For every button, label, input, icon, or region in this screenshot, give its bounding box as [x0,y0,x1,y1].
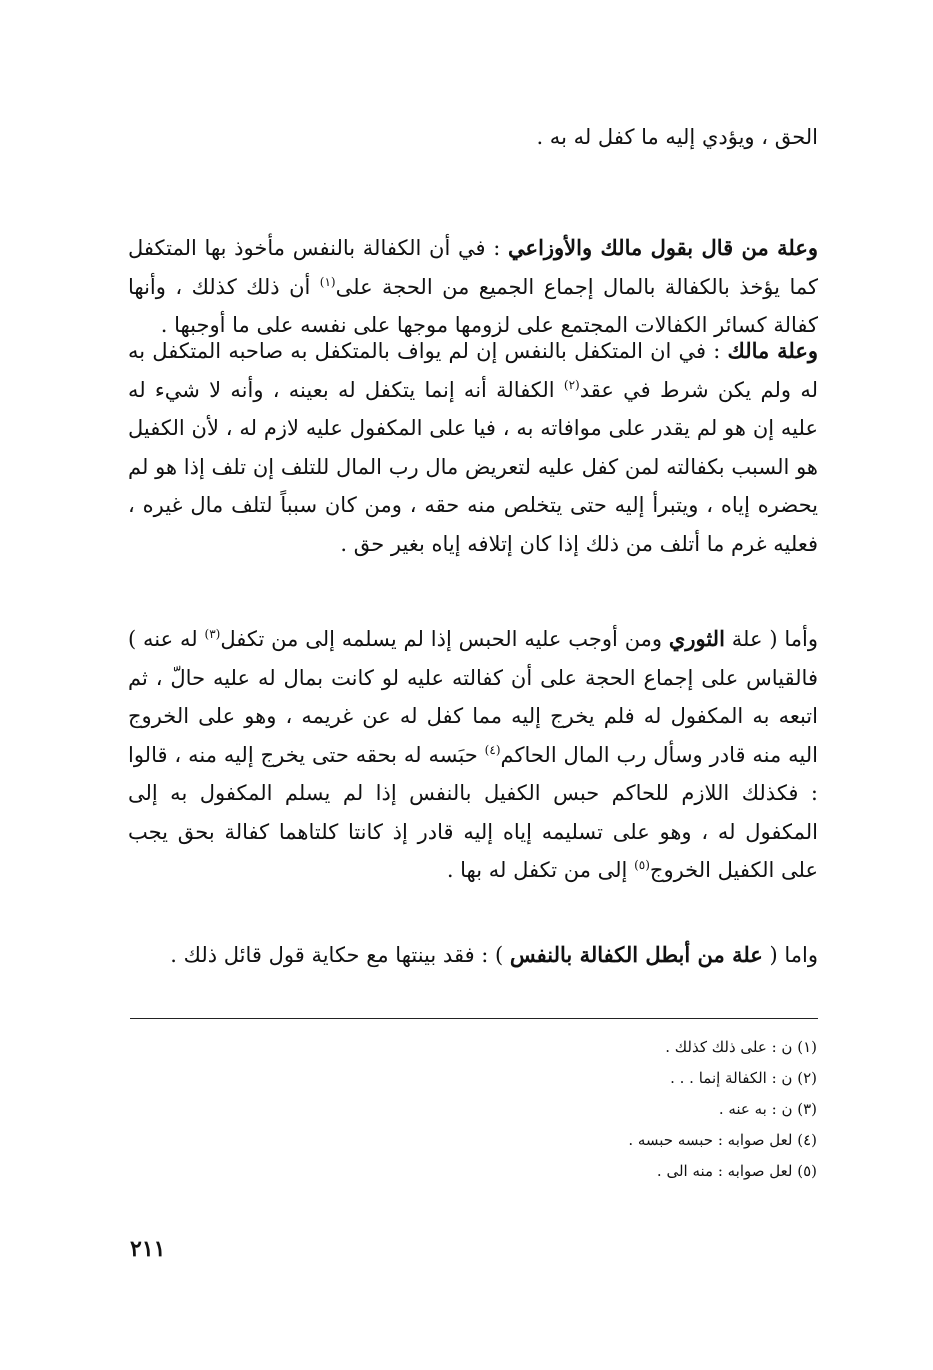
paragraph-1-line: الحق ، ويؤدي إليه ما كفل له به . [536,125,818,149]
footnote-ref-1: (١) [319,274,336,289]
footnote-1: (١) ن : على ذلك كذلك . [665,1038,817,1056]
paragraph-2-text: : في أن الكفالة بالنفس مأخوذ بها المتكفل كما يؤخذ بالكفالة بالمال إجماع الجميع من الحجة على [128,236,818,299]
paragraph-4-lead: الثوري [668,626,725,651]
paragraph-4-text-after-2: حبَسه له بحقه حتى يخرج إليه منه ، قالوا : فكذلك اللازم للحاكم حبس الكفيل بالنفس إذا لم يسلم المكفول به إلى المكفول له ، وهو على تسليمه إياه إليه قادر إذ كانتا كلتاهما كفالة بحق يجب على الكفيل الخروج [128,742,818,882]
paragraph-3-text-after: الكفالة أنه إنما يتكفل له بعينه ، وأنه لا شيء له عليه إن هو لم يقدر على موافاته به ، فيا على المكفول عليه لازم له ، لأن الكفيل هو السبب بكفالته لمن كفل عليه لتعريض مال رب المال للتلف إن تلف إذا هو لم يحضره إياه ، ويتبرأ إليه حتى يتخلص منه حقه ، ومن كان سبباً لتلف مال غيره ، فعليه غرم ما أتلف من ذلك إذا كان إتلافه إياه بغير حق . [128,377,818,556]
paragraph-4-text-after: له عنه ) فالقياس على إجماع الحجة على أن كفالته عليه لو كانت بمال له عليه حالّ ، ثم اتبعه به المكفول له فلم يخرج إليه مما كفل له عن غريمه ، وهو على الخروج اليه منه قادر وسأل رب المال الحاكم [128,627,818,767]
footnote-2: (٢) ن : الكفالة إنما . . . [670,1069,817,1087]
footnote-4: (٤) لعل صوابه : حبسه حبسه . [628,1131,817,1149]
page-number: ٢١١ [130,1236,166,1262]
footnote-ref-4: (٤) [484,742,501,757]
footnote-ref-5: (٥) [634,858,650,872]
footnote-divider [130,1018,818,1019]
footnote-ref-2: (٢) [563,377,580,392]
paragraph-4-text-after-3: إلى من تكفل له بها . [446,858,635,882]
footnote-5: (٥) لعل صوابه : منه الى . [656,1162,817,1180]
paragraph-1 [128,118,818,157]
paragraph-5 [128,936,818,975]
paragraph-2-text-after: أن ذلك كذلك ، وأنها كفالة كسائر الكفالات المجتمع على لزومها موجها على نفسه على ما أوجبها . [128,274,818,337]
paragraph-3-lead: وعلة مالك [727,338,818,363]
footnote-3: (٣) ن : به عنه . [718,1100,817,1118]
footnotes [317,1032,817,1187]
paragraph-5-text: ) : فقد بينتها مع حكاية قول قائل ذلك . [170,943,510,967]
paragraph-3-text: : في ان المتكفل بالنفس إن لم يواف بالمتكفل به صاحبه المتكفل به له ولم يكن شرط في عقد [128,339,818,402]
footnote-ref-3: (٣) [204,627,221,641]
paragraph-4 [128,620,818,890]
paragraph-5-lead: علة من أبطل الكفالة بالنفس [509,942,763,967]
paragraph-3 [128,332,818,563]
paragraph-4-pre: وأما ( علة [724,627,818,651]
paragraph-2 [128,229,818,345]
paragraph-4-text: ومن أوجب عليه الحبس إذا لم يسلمه إلى من تكفل [220,627,669,651]
paragraph-2-lead: وعلة من قال بقول مالك والأوزاعي [508,235,818,260]
paragraph-5-pre: واما ( [762,943,818,967]
